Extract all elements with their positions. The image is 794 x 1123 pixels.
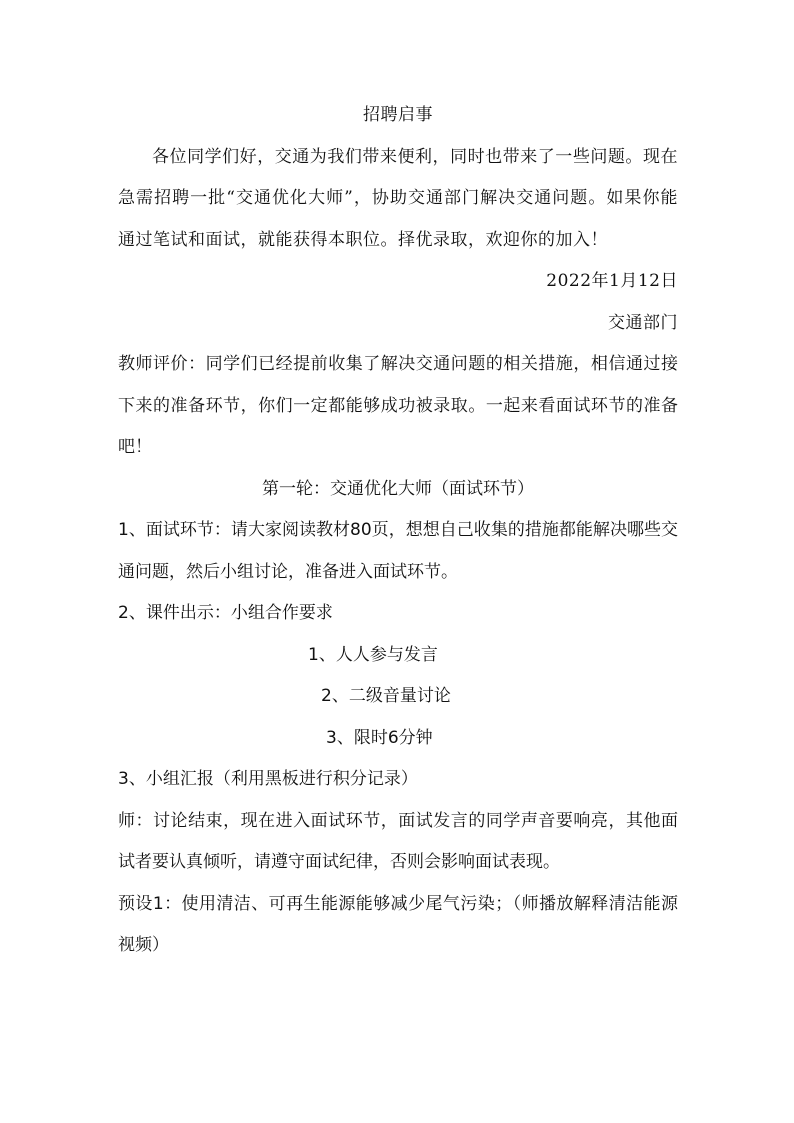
notice-body: 各位同学们好，交通为我们带来便利，同时也带来了一些问题。现在急需招聘一批“交通优化大师”，协助交通部门解决交通问题。如果你能通过笔试和面试，就能获得本职位。择优录取，欢迎你的加入！	[118, 146, 678, 250]
notice-title: 招聘启事	[363, 105, 433, 125]
requirement-item-3: 3、限时6分钟	[326, 727, 433, 748]
teacher-comment: 教师评价：同学们已经提前收集了解决交通问题的相关措施，相信通过接下来的准备环节，你们一定都能够成功被录取。一起来看面试环节的准备吧！	[118, 354, 678, 457]
step-1: 1、面试环节：请大家阅读教材80页，想想自己收集的措施都能解决哪些交通问题，然后小组讨论，准备进入面试环节。	[118, 520, 678, 582]
requirement-item-2: 2、二级音量讨论	[321, 686, 451, 706]
teacher-line: 师：讨论结束，现在进入面试环节，面试发言的同学声音要响亮，其他面试者要认真倾听，请遵守面试纪律，否则会影响面试表现。	[118, 810, 678, 872]
step-3: 3、小组汇报（利用黑板进行积分记录）	[118, 769, 418, 789]
round-heading: 第一轮：交通优化大师（面试环节）	[262, 478, 534, 499]
step-2: 2、课件出示：小组合作要求	[118, 603, 333, 623]
preset-1: 预设1：使用清洁、可再生能源能够减少尾气污染；（师播放解释清洁能源视频）	[118, 893, 678, 955]
notice-date: 2022年1月12日	[546, 271, 678, 291]
document-page	[118, 95, 678, 967]
notice-signature: 交通部门	[608, 312, 678, 333]
requirement-item-1: 1、人人参与发言	[308, 644, 438, 665]
